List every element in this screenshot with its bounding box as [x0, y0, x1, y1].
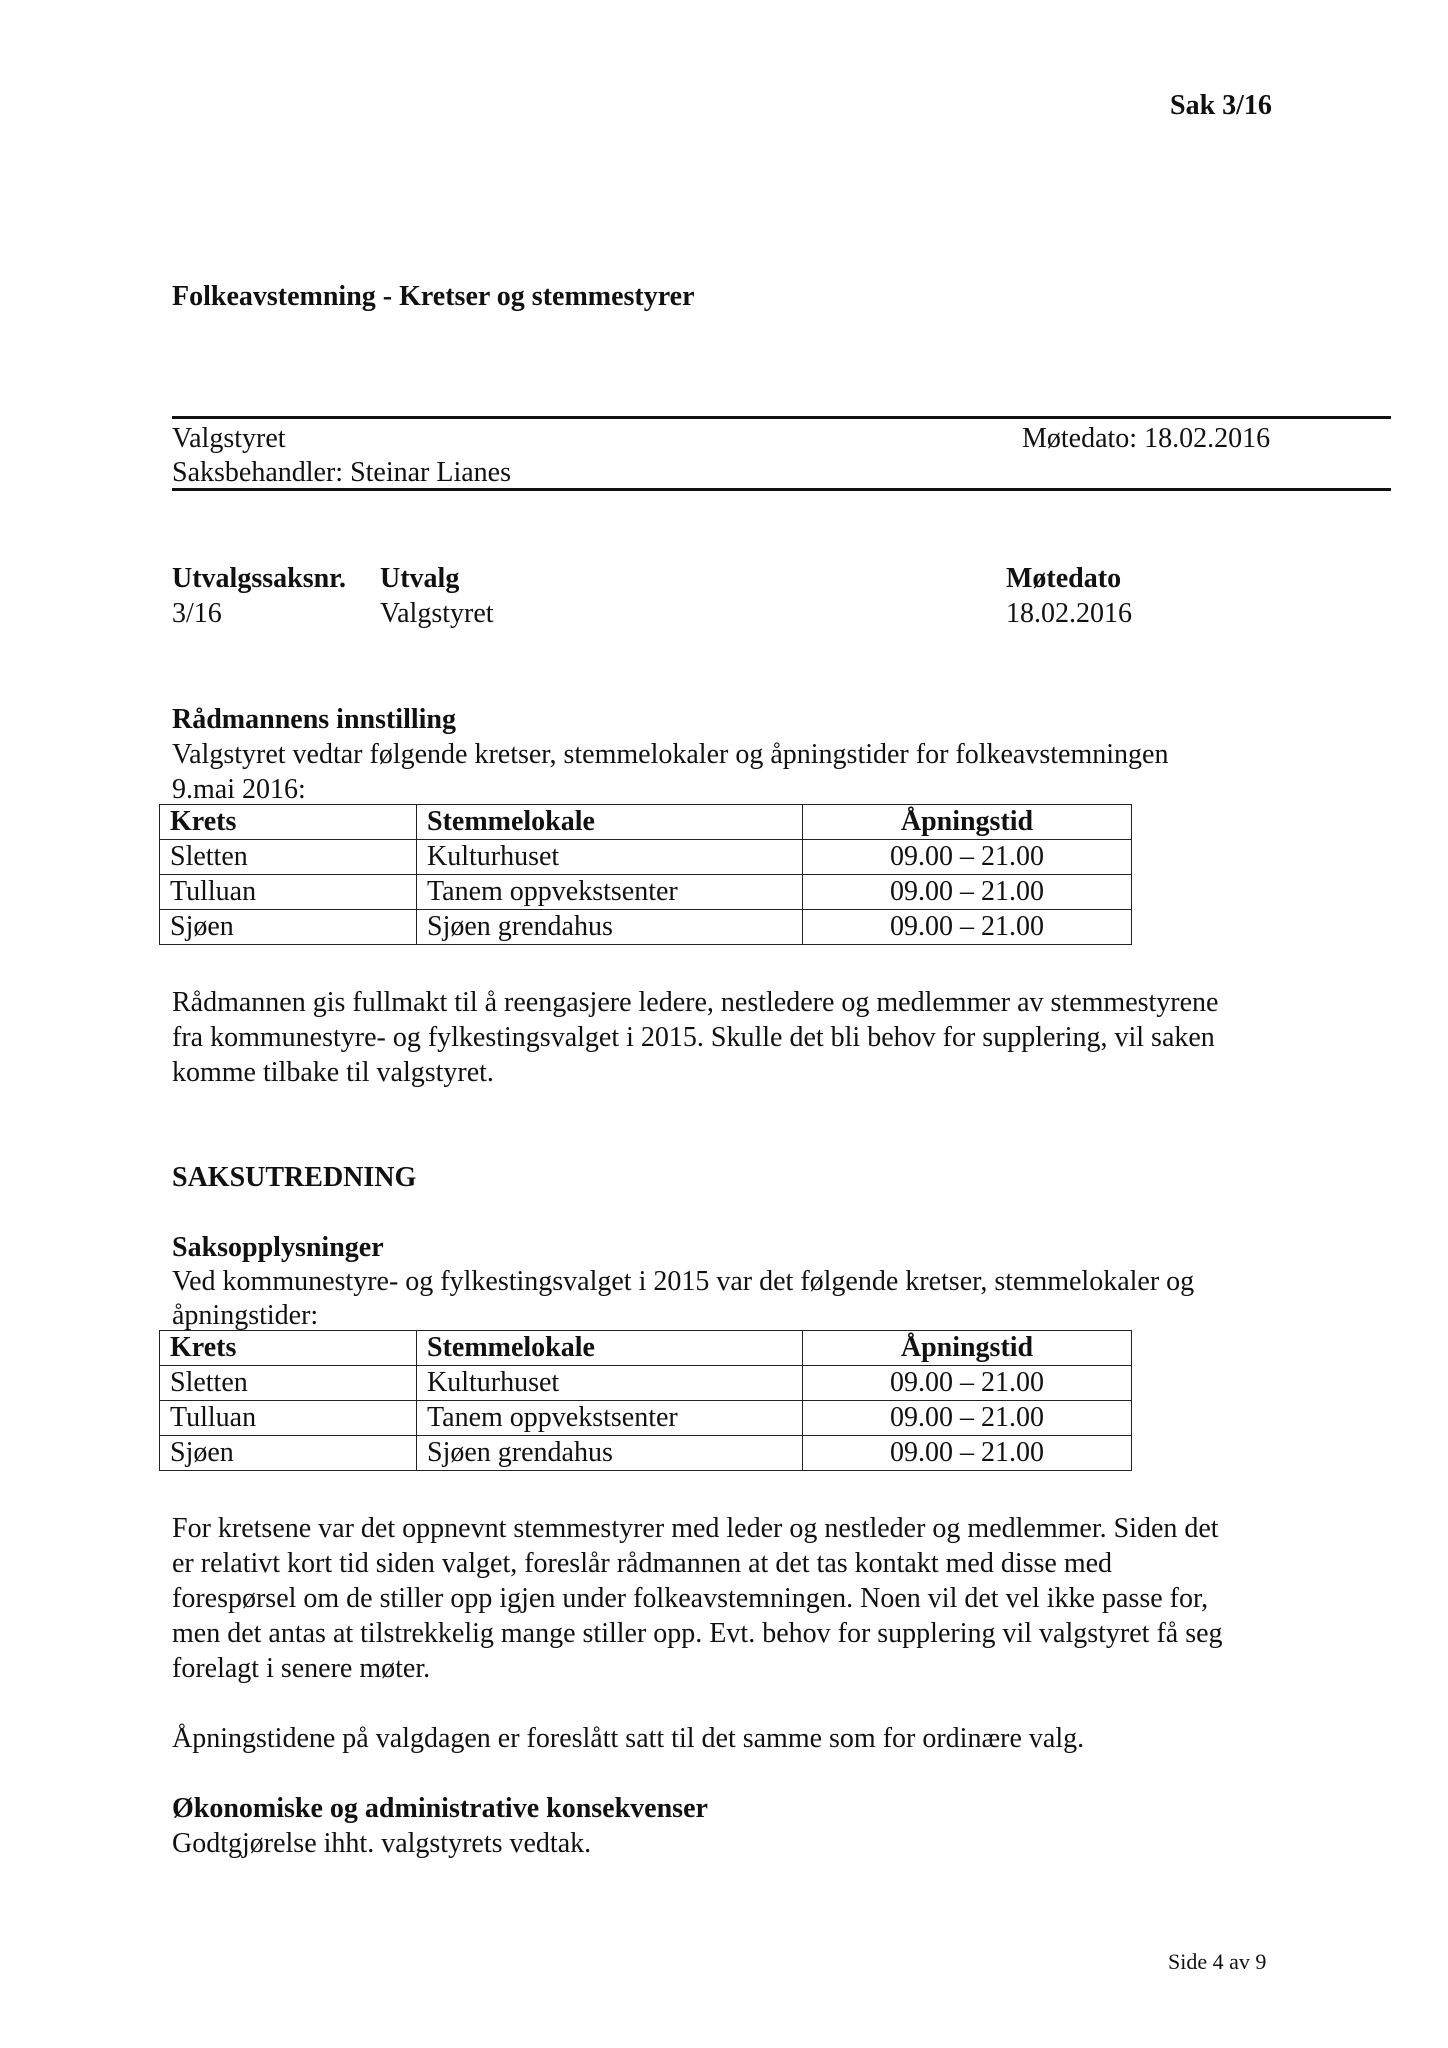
table-header-cell: Stemmelokale: [417, 805, 803, 840]
facts-paragraph-line: forespørsel om de stiller opp igjen under folkeavstemningen. Noen vil det vel ikke passe for,: [172, 1583, 1209, 1614]
recommendation-paragraph-line: komme tilbake til valgstyret.: [172, 1057, 494, 1088]
table-row: [160, 910, 1132, 945]
table-header-row: [160, 1331, 1132, 1366]
recommendation-intro-line-1: Valgstyret vedtar følgende kretser, stemmelokaler og åpningstider for folkeavstemningen: [172, 739, 1169, 770]
case-table-number: 3/16: [172, 598, 222, 629]
facts-paragraph-line: For kretsene var det oppnevnt stemmestyrer med leder og nestleder og medlemmer. Siden det: [172, 1513, 1219, 1544]
facts-paragraph-line: er relativt kort tid siden valget, foreslår rådmannen at det tas kontakt med disse med: [172, 1548, 1113, 1579]
table-cell: Tanem oppvekstsenter: [417, 875, 803, 910]
case-table-header-committee: Utvalg: [380, 563, 460, 594]
facts-paragraph-line: forelagt i senere møter.: [172, 1653, 431, 1684]
table-header-cell: Åpningstid: [803, 1331, 1132, 1366]
table-cell: Tulluan: [160, 875, 417, 910]
page-footer: Side 4 av 9: [1168, 1949, 1267, 1974]
table-cell: Sletten: [160, 1366, 417, 1401]
table-row: [160, 875, 1132, 910]
table-cell: 09.00 – 21.00: [803, 1366, 1132, 1401]
table-row: [160, 1401, 1132, 1436]
table-cell: 09.00 – 21.00: [803, 840, 1132, 875]
table-cell: Sletten: [160, 840, 417, 875]
table-row: [160, 1436, 1132, 1471]
opening-hours-note: Åpningstidene på valgdagen er foreslått satt til det samme som for ordinære valg.: [172, 1723, 1085, 1754]
document-title: Folkeavstemning - Kretser og stemmestyrer: [172, 281, 695, 312]
case-table-committee: Valgstyret: [380, 598, 494, 629]
table-cell: Sjøen grendahus: [417, 1436, 803, 1471]
recommendation-intro-line-2: 9.mai 2016:: [172, 774, 306, 805]
case-table-header-number: Utvalgssaksnr.: [172, 563, 347, 594]
recommendation-heading: Rådmannens innstilling: [172, 704, 456, 735]
table-header-cell: Stemmelokale: [417, 1331, 803, 1366]
table-cell: Tanem oppvekstsenter: [417, 1401, 803, 1436]
facts-table: [159, 1330, 1132, 1471]
meta-body: Valgstyret: [172, 423, 286, 454]
facts-intro-line-1: Ved kommunestyre- og fylkestingsvalget i 2015 var det følgende kretser, stemmelokaler og: [172, 1266, 1195, 1297]
recommendation-paragraph-line: Rådmannen gis fullmakt til å reengasjere ledere, nestledere og medlemmer av stemmestyrene: [172, 987, 1219, 1018]
table-header-row: [160, 805, 1132, 840]
table-cell: 09.00 – 21.00: [803, 1436, 1132, 1471]
table-cell: 09.00 – 21.00: [803, 875, 1132, 910]
table-cell: 09.00 – 21.00: [803, 1401, 1132, 1436]
facts-paragraph-line: men det antas at tilstrekkelig mange stiller opp. Evt. behov for supplering vil valgstyret få seg: [172, 1618, 1223, 1649]
section-heading: SAKSUTREDNING: [172, 1162, 417, 1193]
table-cell: 09.00 – 21.00: [803, 910, 1132, 945]
meta-case-officer: Saksbehandler: Steinar Lianes: [172, 457, 512, 488]
meta-meeting-date: Møtedato: 18.02.2016: [1022, 423, 1271, 454]
economics-text: Godtgjørelse ihht. valgstyrets vedtak.: [172, 1828, 592, 1859]
table-cell: Sjøen grendahus: [417, 910, 803, 945]
meta-bottom-rule: [172, 488, 1391, 491]
recommendation-table: [159, 804, 1132, 945]
case-table-header-date: Møtedato: [1006, 563, 1122, 594]
table-cell: Tulluan: [160, 1401, 417, 1436]
table-row: [160, 1366, 1132, 1401]
facts-heading: Saksopplysninger: [172, 1232, 384, 1263]
recommendation-paragraph-line: fra kommunestyre- og fylkestingsvalget i 2015. Skulle det bli behov for supplering, vil saken: [172, 1022, 1215, 1053]
facts-intro-line-2: åpningstider:: [172, 1300, 319, 1331]
table-header-cell: Åpningstid: [803, 805, 1132, 840]
table-row: [160, 840, 1132, 875]
table-cell: Sjøen: [160, 1436, 417, 1471]
table-header-cell: Krets: [160, 805, 417, 840]
case-number: Sak 3/16: [1170, 90, 1272, 121]
meta-top-rule: [172, 416, 1391, 419]
economics-heading: Økonomiske og administrative konsekvenser: [172, 1793, 708, 1824]
table-cell: Sjøen: [160, 910, 417, 945]
case-table-date: 18.02.2016: [1006, 598, 1132, 629]
table-cell: Kulturhuset: [417, 840, 803, 875]
table-header-cell: Krets: [160, 1331, 417, 1366]
table-cell: Kulturhuset: [417, 1366, 803, 1401]
